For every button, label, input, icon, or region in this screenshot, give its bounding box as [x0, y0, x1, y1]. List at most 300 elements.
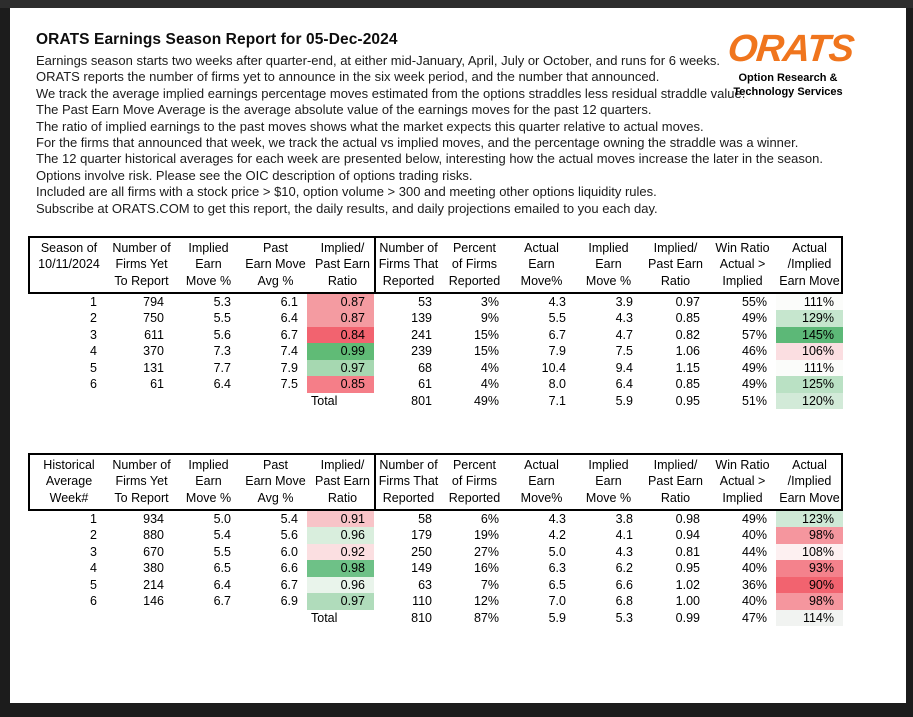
column-header-line: Implied/: [653, 241, 698, 255]
cell: 3.9: [615, 294, 633, 309]
column-header: [709, 455, 776, 509]
cell: 0.82: [675, 327, 700, 342]
cell: 49%: [473, 393, 499, 408]
cell: 61: [418, 377, 432, 392]
column-header-line: Number of: [379, 241, 438, 255]
cell: [240, 393, 307, 409]
cell: 6.1: [280, 294, 298, 309]
cell: 44%: [741, 544, 767, 559]
column-header-line: Reported: [382, 273, 435, 288]
viewer-top-strip: [0, 0, 913, 8]
cell: 12%: [473, 594, 499, 609]
column-header-line: Actual: [792, 241, 827, 255]
cell: 6.7: [548, 327, 566, 342]
intro-line: The Past Earn Move Average is the average absolute value of the earnings moves for the past 12 quarters.: [36, 102, 652, 118]
cell: 10.4: [541, 360, 566, 375]
cell: 146: [143, 594, 164, 609]
data-row: [28, 310, 843, 326]
cell: 7.5: [280, 377, 298, 392]
cell: 6.7: [280, 577, 298, 592]
cell: [28, 393, 106, 409]
implied-past-ratio-cell: 0.85: [307, 376, 374, 392]
table-body: [28, 511, 843, 626]
column-header-line: 10/11/2024: [38, 257, 100, 272]
cell: 6.9: [280, 594, 298, 609]
column-header-line: Historical: [43, 458, 95, 472]
table-header-row: [28, 236, 843, 294]
cell: 380: [143, 561, 164, 576]
cell: 149: [411, 561, 432, 576]
cell: 241: [411, 327, 432, 342]
column-header-line: Ratio: [660, 273, 691, 288]
column-header: [642, 455, 709, 509]
column-header: [642, 238, 709, 292]
cell: 3.8: [615, 511, 633, 526]
cell: 3: [90, 327, 97, 342]
cell: 40%: [741, 528, 767, 543]
column-header-line: Avg %: [257, 273, 294, 288]
column-header-line: Ratio: [327, 273, 358, 288]
actual-implied-cell: 98%: [776, 527, 843, 543]
column-header: [30, 238, 108, 292]
column-header-line: Reported: [448, 490, 501, 505]
cell: 7.1: [548, 393, 566, 408]
cell: 5: [90, 360, 97, 375]
data-row: [28, 343, 843, 359]
column-header-line: Actual: [524, 458, 559, 472]
column-header-line: Actual: [792, 458, 827, 472]
cell: 57%: [741, 327, 767, 342]
cell: 7.9: [548, 344, 566, 359]
cell: [106, 610, 173, 626]
column-header-line: Implied/: [653, 458, 698, 472]
cell: 16%: [473, 561, 499, 576]
cell: 6%: [480, 511, 499, 526]
cell: 5.0: [548, 544, 566, 559]
column-header-line: Move %: [585, 490, 632, 505]
cell: 7.7: [213, 360, 231, 375]
cell: 0.95: [675, 393, 700, 408]
implied-past-ratio-cell: 0.97: [307, 360, 374, 376]
column-header-line: Average: [45, 474, 93, 489]
cell: 4.3: [548, 294, 566, 309]
column-header-line: Avg %: [257, 490, 294, 505]
cell: 6.8: [615, 594, 633, 609]
cell: 239: [411, 344, 432, 359]
cell: 5.9: [615, 393, 633, 408]
intro-line: Earnings season starts two weeks after quarter-end, at either mid-January, April, July or October, and runs for 6 weeks.: [36, 53, 721, 68]
cell: 6.6: [280, 561, 298, 576]
column-header: [108, 455, 175, 509]
column-header-line: /Implied: [787, 474, 832, 489]
actual-implied-cell: 129%: [776, 310, 843, 326]
data-row: [28, 376, 843, 392]
cell: 5.4: [280, 511, 298, 526]
implied-past-ratio-cell: 0.98: [307, 560, 374, 576]
historical-average-table: [28, 453, 843, 626]
cell: 19%: [473, 528, 499, 543]
data-row: [28, 527, 843, 543]
column-header-line: Move %: [185, 490, 232, 505]
column-header-line: Implied: [588, 241, 629, 255]
cell: 49%: [741, 511, 767, 526]
column-header-line: Move %: [185, 273, 232, 288]
actual-implied-cell: 106%: [776, 343, 843, 359]
column-header-line: Actual >: [719, 474, 766, 489]
actual-implied-cell: 93%: [776, 560, 843, 576]
logo-tagline: [728, 72, 848, 99]
cell: 4: [90, 561, 97, 576]
column-header-line: Earn: [195, 257, 222, 272]
column-header-line: Firms That: [378, 474, 439, 489]
column-header-line: Percent: [452, 458, 497, 472]
cell: 55%: [741, 294, 767, 309]
cell: 15%: [473, 327, 499, 342]
column-header-line: [30, 273, 108, 289]
cell: 7.3: [213, 344, 231, 359]
column-header-line: Implied: [588, 458, 629, 472]
cell: 4.7: [615, 327, 633, 342]
cell: 794: [143, 294, 164, 309]
cell: 27%: [473, 544, 499, 559]
cell: 4.1: [615, 528, 633, 543]
cell: 5.5: [548, 311, 566, 326]
column-header: [575, 238, 642, 292]
data-row: [28, 294, 843, 310]
cell: 61: [150, 377, 164, 392]
cell: 5.5: [213, 311, 231, 326]
column-header-line: Percent: [452, 241, 497, 255]
orats-logo: [725, 28, 856, 99]
report-page: [10, 8, 906, 703]
column-header-line: Move%: [520, 273, 563, 288]
cell: 68: [418, 360, 432, 375]
column-header-line: Ratio: [327, 490, 358, 505]
cell: 6.7: [213, 594, 231, 609]
column-header: [175, 455, 242, 509]
cell: 7.0: [548, 594, 566, 609]
actual-implied-cell: 120%: [776, 393, 843, 409]
column-header-line: Move %: [585, 273, 632, 288]
column-header-line: Past Earn: [315, 257, 370, 272]
column-header-line: Earn Move: [245, 474, 306, 489]
actual-implied-cell: 90%: [776, 577, 843, 593]
column-header-line: of Firms: [451, 257, 498, 272]
cell: 801: [411, 393, 432, 408]
cell: 250: [411, 544, 432, 559]
column-header-line: Actual >: [719, 257, 766, 272]
cell: 2: [90, 528, 97, 543]
data-row: [28, 577, 843, 593]
column-header: [374, 238, 441, 292]
data-row: [28, 327, 843, 343]
cell: 4.3: [615, 544, 633, 559]
intro-line: We track the average implied earnings percentage moves estimated from the options straddles less residual straddle value.: [36, 85, 746, 101]
current-season-table: [28, 236, 843, 409]
implied-past-ratio-cell: 0.99: [307, 343, 374, 359]
column-header: [709, 238, 776, 292]
cell: 4.3: [615, 311, 633, 326]
column-header: [441, 455, 508, 509]
implied-past-ratio-cell: 0.92: [307, 544, 374, 560]
column-header: [309, 455, 376, 509]
implied-past-ratio-cell: 0.97: [307, 593, 374, 609]
cell: 49%: [741, 360, 767, 375]
column-header: [575, 455, 642, 509]
cell: 179: [411, 528, 432, 543]
cell: 6: [90, 594, 97, 609]
column-header-line: of Firms: [451, 474, 498, 489]
actual-implied-cell: 111%: [776, 294, 843, 310]
implied-past-ratio-cell: 0.87: [307, 294, 374, 310]
cell: 6.7: [280, 327, 298, 342]
cell: 4%: [480, 377, 499, 392]
cell: 87%: [473, 610, 499, 625]
intro-line: Subscribe at ORATS.COM to get this report, the daily results, and daily projections emailed to you each day.: [36, 200, 658, 216]
column-header-line: Implied: [188, 241, 229, 255]
implied-past-ratio-cell: 0.91: [307, 511, 374, 527]
column-header-line: Number of: [112, 458, 171, 472]
column-header-line: Earn: [195, 474, 222, 489]
total-row: [28, 610, 843, 626]
column-header: [374, 455, 441, 509]
cell: 670: [143, 544, 164, 559]
cell: 63: [418, 577, 432, 592]
cell: 15%: [473, 344, 499, 359]
column-header: [776, 238, 843, 292]
column-header-line: Firms Yet: [115, 257, 168, 272]
cell: 9%: [480, 311, 499, 326]
column-header-line: Earn Move: [779, 490, 840, 505]
column-header-line: Number of: [112, 241, 171, 255]
cell: 750: [143, 311, 164, 326]
actual-implied-cell: 145%: [776, 327, 843, 343]
cell: 7.5: [615, 344, 633, 359]
column-header-line: Implied/: [320, 458, 365, 472]
column-header-line: Implied/: [320, 241, 365, 255]
orats-wordmark-icon: ORATS: [725, 28, 856, 70]
intro-line: ORATS reports the number of firms yet to announce in the six week period, and the number that announced.: [36, 69, 660, 85]
column-header-line: Win Ratio: [715, 241, 770, 255]
cell: [240, 610, 307, 626]
cell: 49%: [741, 377, 767, 392]
page-title: ORATS Earnings Season Report for 05-Dec-2024: [36, 31, 398, 48]
cell: 36%: [741, 577, 767, 592]
cell: 40%: [741, 561, 767, 576]
column-header-line: Earn: [595, 257, 622, 272]
column-header-line: Earn: [528, 257, 555, 272]
cell: 51%: [741, 393, 767, 408]
cell: 7.9: [280, 360, 298, 375]
cell: 139: [411, 311, 432, 326]
column-header-line: Week#: [49, 490, 89, 505]
cell: 0.95: [675, 561, 700, 576]
column-header: [175, 238, 242, 292]
column-header: [508, 455, 575, 509]
cell: 6.4: [213, 577, 231, 592]
column-header-line: Reported: [448, 273, 501, 288]
intro-line: Included are all firms with a stock price > $10, option volume > 300 and meeting other options liquidity rules.: [36, 184, 657, 200]
implied-past-ratio-cell: 0.87: [307, 310, 374, 326]
column-header-line: Number of: [379, 458, 438, 472]
cell: 6.4: [213, 377, 231, 392]
column-header-line: Actual: [524, 241, 559, 255]
cell: 58: [418, 511, 432, 526]
cell: 6.5: [548, 577, 566, 592]
cell: 6.4: [280, 311, 298, 326]
cell: 6.6: [615, 577, 633, 592]
data-row: [28, 560, 843, 576]
cell: 1.15: [675, 360, 700, 375]
column-header-line: Earn: [528, 474, 555, 489]
cell: 0.94: [675, 528, 700, 543]
cell: 370: [143, 344, 164, 359]
cell: 6.3: [548, 561, 566, 576]
column-header: [309, 238, 376, 292]
cell: 4.3: [548, 511, 566, 526]
cell: 5.3: [615, 610, 633, 625]
data-row: [28, 360, 843, 376]
column-header: [776, 455, 843, 509]
column-header-line: Implied: [722, 490, 763, 505]
cell: 5.6: [213, 327, 231, 342]
intro-line: Options involve risk. Please see the OIC description of options trading risks.: [36, 167, 473, 183]
cell: 1.06: [675, 344, 700, 359]
cell: 1.00: [675, 594, 700, 609]
table-body: [28, 294, 843, 409]
implied-past-ratio-cell: 0.84: [307, 327, 374, 343]
column-header-line: Firms That: [378, 257, 439, 272]
cell: 0.99: [675, 610, 700, 625]
cell: 6.2: [615, 561, 633, 576]
cell: 5: [90, 577, 97, 592]
actual-implied-cell: 125%: [776, 376, 843, 392]
intro-line: The 12 quarter historical averages for each week are presented below, interesting how the actual moves increase the later in the season.: [36, 151, 823, 167]
cell: 4: [90, 344, 97, 359]
column-header: [242, 455, 309, 509]
cell: 934: [143, 511, 164, 526]
implied-past-ratio-cell: 0.96: [307, 527, 374, 543]
cell: 611: [144, 327, 164, 342]
cell: 1: [90, 511, 97, 526]
column-header-line: Past: [262, 241, 288, 255]
cell: [173, 393, 240, 409]
cell: 810: [411, 610, 432, 625]
column-header-line: Earn Move: [245, 257, 306, 272]
column-header-line: To Report: [114, 273, 169, 288]
column-header-line: Past Earn: [315, 474, 370, 489]
cell: 5.9: [548, 610, 566, 625]
column-header: [242, 238, 309, 292]
cell: 880: [143, 528, 164, 543]
cell: 4.2: [548, 528, 566, 543]
cell: 6.0: [280, 544, 298, 559]
implied-past-ratio-cell: Total: [311, 610, 338, 625]
cell: 5.4: [213, 528, 231, 543]
cell: 3%: [480, 294, 499, 309]
cell: 0.98: [675, 511, 700, 526]
data-row: [28, 511, 843, 527]
cell: 47%: [741, 610, 767, 625]
intro-line: For the firms that announced that week, we track the actual vs implied moves, and the percentage owning the straddle was a winner.: [36, 135, 799, 151]
implied-past-ratio-cell: 0.96: [307, 577, 374, 593]
column-header: [108, 238, 175, 292]
cell: 1.02: [675, 577, 700, 592]
cell: 0.85: [675, 311, 700, 326]
column-header-line: /Implied: [787, 257, 832, 272]
column-header-line: Earn: [595, 474, 622, 489]
cell: 110: [412, 594, 432, 609]
cell: 214: [143, 577, 164, 592]
column-header-line: Move%: [520, 490, 563, 505]
cell: 131: [143, 360, 164, 375]
implied-past-ratio-cell: Total: [311, 393, 338, 408]
actual-implied-cell: 123%: [776, 511, 843, 527]
cell: 0.85: [675, 377, 700, 392]
table-header-row: [28, 453, 843, 511]
column-header: [508, 238, 575, 292]
column-header-line: Season of: [40, 241, 98, 255]
column-header-line: Win Ratio: [715, 458, 770, 472]
actual-implied-cell: 114%: [776, 610, 843, 626]
cell: 1: [90, 294, 97, 309]
cell: 6.5: [213, 561, 231, 576]
cell: 2: [90, 311, 97, 326]
column-header-line: Implied: [722, 273, 763, 288]
column-header-line: Reported: [382, 490, 435, 505]
column-header-line: Ratio: [660, 490, 691, 505]
cell: [106, 393, 173, 409]
cell: 9.4: [615, 360, 633, 375]
cell: 5.6: [280, 528, 298, 543]
cell: 4%: [480, 360, 499, 375]
cell: 5.3: [213, 294, 231, 309]
column-header-line: Earn Move: [779, 273, 840, 288]
cell: [173, 610, 240, 626]
cell: 8.0: [548, 377, 566, 392]
column-header-line: To Report: [114, 490, 169, 505]
column-header-line: Firms Yet: [115, 474, 168, 489]
logo-tagline-line: Option Research &: [738, 72, 838, 84]
actual-implied-cell: 111%: [776, 360, 843, 376]
cell: 3: [90, 544, 97, 559]
column-header: [441, 238, 508, 292]
data-row: [28, 593, 843, 609]
cell: 5.5: [213, 544, 231, 559]
logo-tagline-line: Technology Services: [733, 85, 843, 98]
cell: [28, 610, 106, 626]
cell: 53: [418, 294, 432, 309]
cell: 6.4: [615, 377, 633, 392]
cell: 5.0: [213, 511, 231, 526]
cell: 40%: [741, 594, 767, 609]
cell: 7%: [480, 577, 499, 592]
column-header-line: Past Earn: [648, 474, 703, 489]
total-row: [28, 393, 843, 409]
column-header: [30, 455, 108, 509]
actual-implied-cell: 98%: [776, 593, 843, 609]
cell: 46%: [741, 344, 767, 359]
data-row: [28, 544, 843, 560]
cell: 0.81: [675, 544, 700, 559]
cell: 7.4: [280, 344, 298, 359]
column-header-line: Implied: [188, 458, 229, 472]
intro-line: The ratio of implied earnings to the past moves shows what the market expects this quarter relative to actual moves.: [36, 118, 704, 134]
cell: 49%: [741, 311, 767, 326]
cell: 6: [90, 377, 97, 392]
intro-text: [36, 53, 823, 217]
actual-implied-cell: 108%: [776, 544, 843, 560]
